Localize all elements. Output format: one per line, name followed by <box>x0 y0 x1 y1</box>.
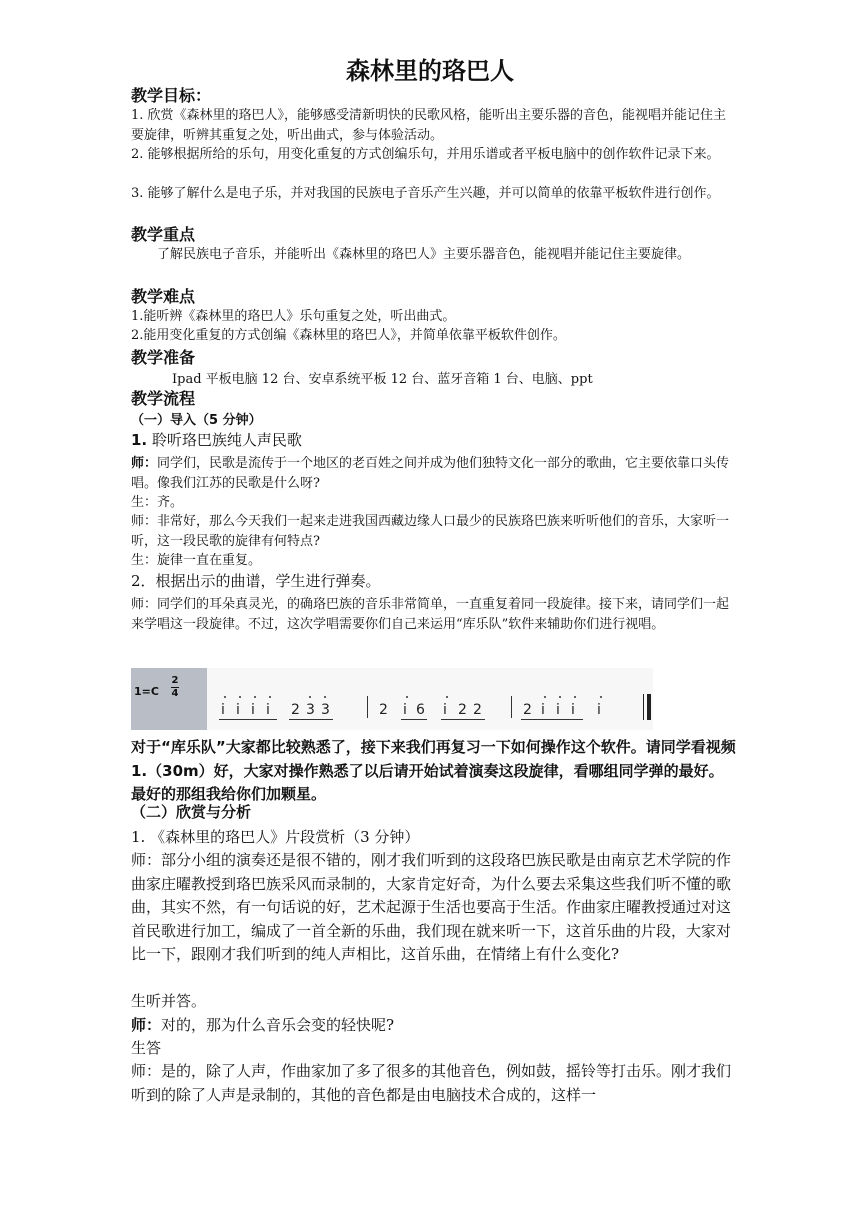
student-line-1: 生：齐。 <box>131 495 184 510</box>
note-beam <box>441 719 485 720</box>
note-octave-dot <box>446 696 448 698</box>
key-points-heading: 教学重点 <box>131 225 196 244</box>
score-note: 3 <box>321 702 330 718</box>
note-octave-dot <box>309 696 311 698</box>
score-note: 2 <box>473 702 482 718</box>
score-key-signature: 1=C <box>134 685 159 698</box>
objective-item-2: 2. 能够根据所给的乐句，用变化重复的方式创编乐句，并用乐谱或者平板电脑中的创作软件记录下来。 <box>131 147 720 162</box>
difficulty-item-2: 2.能用变化重复的方式创编《森林里的珞巴人》，并简单依靠平板软件创作。 <box>131 328 566 343</box>
note-octave-dot <box>269 696 271 698</box>
score-note: 2 <box>291 702 300 718</box>
note-octave-dot <box>574 696 576 698</box>
student-line-2: 生：旋律一直在重复。 <box>131 553 262 568</box>
score-note: 2 <box>458 702 467 718</box>
student-line-4: 生答 <box>131 1039 162 1057</box>
teacher-line-1 <box>131 454 731 493</box>
section-1-heading: （一）导入（5 分钟） <box>131 413 262 428</box>
score-final-barline-thin <box>643 694 644 720</box>
instruction-paragraph: 对于“库乐队”大家都比较熟悉了，接下来我们再复习一下如何操作这个软件。请同学看视频 1.（30m）好，大家对操作熟悉了以后请开始试着演奏这段旋律，看哪组同学弹的最好。最好的那组我给你们加颗星。 <box>131 738 736 803</box>
step-2-heading: 2．根据出示的曲谱，学生进行弹奏。 <box>131 572 381 590</box>
score-time-signature <box>171 676 179 699</box>
score-note: i <box>541 702 545 718</box>
teacher-label: 师： <box>131 456 158 471</box>
note-beam <box>289 719 333 720</box>
score-barline <box>367 696 368 718</box>
teacher-line-4: 师：部分小组的演奏还是很不错的，刚才我们听到的这段珞巴族民歌是由南京艺术学院的作曲家庄曜教授到珞巴族采风而录制的，大家肯定好奇，为什么要去采集这些我们听不懂的歌曲，其实不然，有一句话说的好，艺术起源于生活也要高于生活。作曲家庄曜教授通过对这首民歌进行加工，编成了一首全新的乐曲，我们现在就来听一下，这首乐曲的片段，大家对比一下，跟刚才我们听到的纯人声相比，这首乐曲，在情绪上有什么变化? <box>131 851 732 963</box>
difficulties-heading: 教学难点 <box>131 287 196 306</box>
teacher-line-5 <box>131 1014 731 1038</box>
note-octave-dot <box>254 696 256 698</box>
score-note: i <box>236 702 240 718</box>
step-1-text: 聆听珞巴族纯人声民歌 <box>147 431 302 449</box>
note-beam <box>219 719 277 720</box>
teacher-line-3: 师：同学们的耳朵真灵光，的确珞巴族的音乐非常简单，一直重复着同一段旋律。接下来，请同学们一起来学唱这一段旋律。不过，这次学唱需要你们自己来运用“库乐队”软件来辅助你们进行视唱。 <box>131 597 730 632</box>
note-octave-dot <box>406 696 408 698</box>
score-note: 3 <box>306 702 315 718</box>
score-note: 2 <box>523 702 532 718</box>
section-2-heading: （二）欣赏与分析 <box>131 803 252 821</box>
score-note: i <box>597 702 601 718</box>
step-3-heading: 1. 《森林里的珞巴人》片段赏析（3 分钟） <box>131 828 420 846</box>
process-heading: 教学流程 <box>131 389 196 408</box>
preparation-text: Ipad 平板电脑 12 台、安卓系统平板 12 台、蓝牙音箱 1 台、电脑、ppt <box>172 372 593 387</box>
score-note: i <box>443 702 447 718</box>
teacher-line-2: 师：非常好，那么今天我们一起来走进我国西藏边缘人口最少的民族珞巴族来听听他们的音乐，大家听一听，这一段民歌的旋律有何特点? <box>131 514 730 549</box>
preparation-heading: 教学准备 <box>131 348 196 367</box>
score-note: i <box>403 702 407 718</box>
objective-item-1: 1. 欣赏《森林里的珞巴人》，能够感受清新明快的民歌风格，能听出主要乐器的音色，能视唱并能记住主要旋律，听辨其重复之处，听出曲式，参与体验活动。 <box>131 108 727 143</box>
time-top: 2 <box>171 675 179 686</box>
teacher-line-5-text: 对的，那为什么音乐会变的轻快呢? <box>161 1016 395 1034</box>
key-points-text: 了解民族电子音乐，并能听出《森林里的珞巴人》主要乐器音色，能视唱并能记住主要旋律。 <box>157 247 691 262</box>
note-octave-dot <box>544 696 546 698</box>
score-note: 6 <box>416 702 425 718</box>
difficulty-item-1: 1.能听辨《森林里的珞巴人》乐句重复之处，听出曲式。 <box>131 309 456 324</box>
objectives-heading: 教学目标： <box>131 86 212 105</box>
score-note: i <box>266 702 270 718</box>
note-octave-dot <box>600 696 602 698</box>
melody-score-image <box>131 668 653 730</box>
teacher-label-2: 师： <box>131 1016 162 1034</box>
teacher-line-6: 师：是的，除了人声，作曲家加了多了很多的其他音色，例如鼓，摇铃等打击乐。刚才我们听到的除了人声是录制的，其他的音色都是由电脑技术合成的，这样一 <box>131 1062 732 1104</box>
score-note: i <box>221 702 225 718</box>
document-title: 森林里的珞巴人 <box>346 57 514 85</box>
teacher-line-1-text: 同学们，民歌是流传于一个地区的老百姓之间并成为他们独特文化一部分的歌曲，它主要依靠口头传唱。像我们江苏的民歌是什么呀? <box>131 456 730 491</box>
score-key-panel <box>131 668 207 730</box>
step-1-heading <box>131 429 731 453</box>
objective-item-3: 3. 能够了解什么是电子乐，并对我国的民族电子音乐产生兴趣，并可以简单的依靠平板软件进行创作。 <box>131 186 720 201</box>
score-note: i <box>571 702 575 718</box>
score-note: 2 <box>379 702 388 718</box>
note-beam <box>521 719 583 720</box>
score-staff <box>207 668 653 730</box>
score-note: i <box>556 702 560 718</box>
score-barline <box>511 696 512 718</box>
score-final-barline <box>647 694 651 720</box>
note-octave-dot <box>224 696 226 698</box>
time-bottom: 4 <box>171 688 179 699</box>
note-octave-dot <box>324 696 326 698</box>
student-line-3: 生听并答。 <box>131 992 207 1010</box>
step-1-number: 1. <box>131 431 148 449</box>
note-beam <box>401 719 427 720</box>
note-octave-dot <box>559 696 561 698</box>
score-note: i <box>251 702 255 718</box>
note-octave-dot <box>239 696 241 698</box>
